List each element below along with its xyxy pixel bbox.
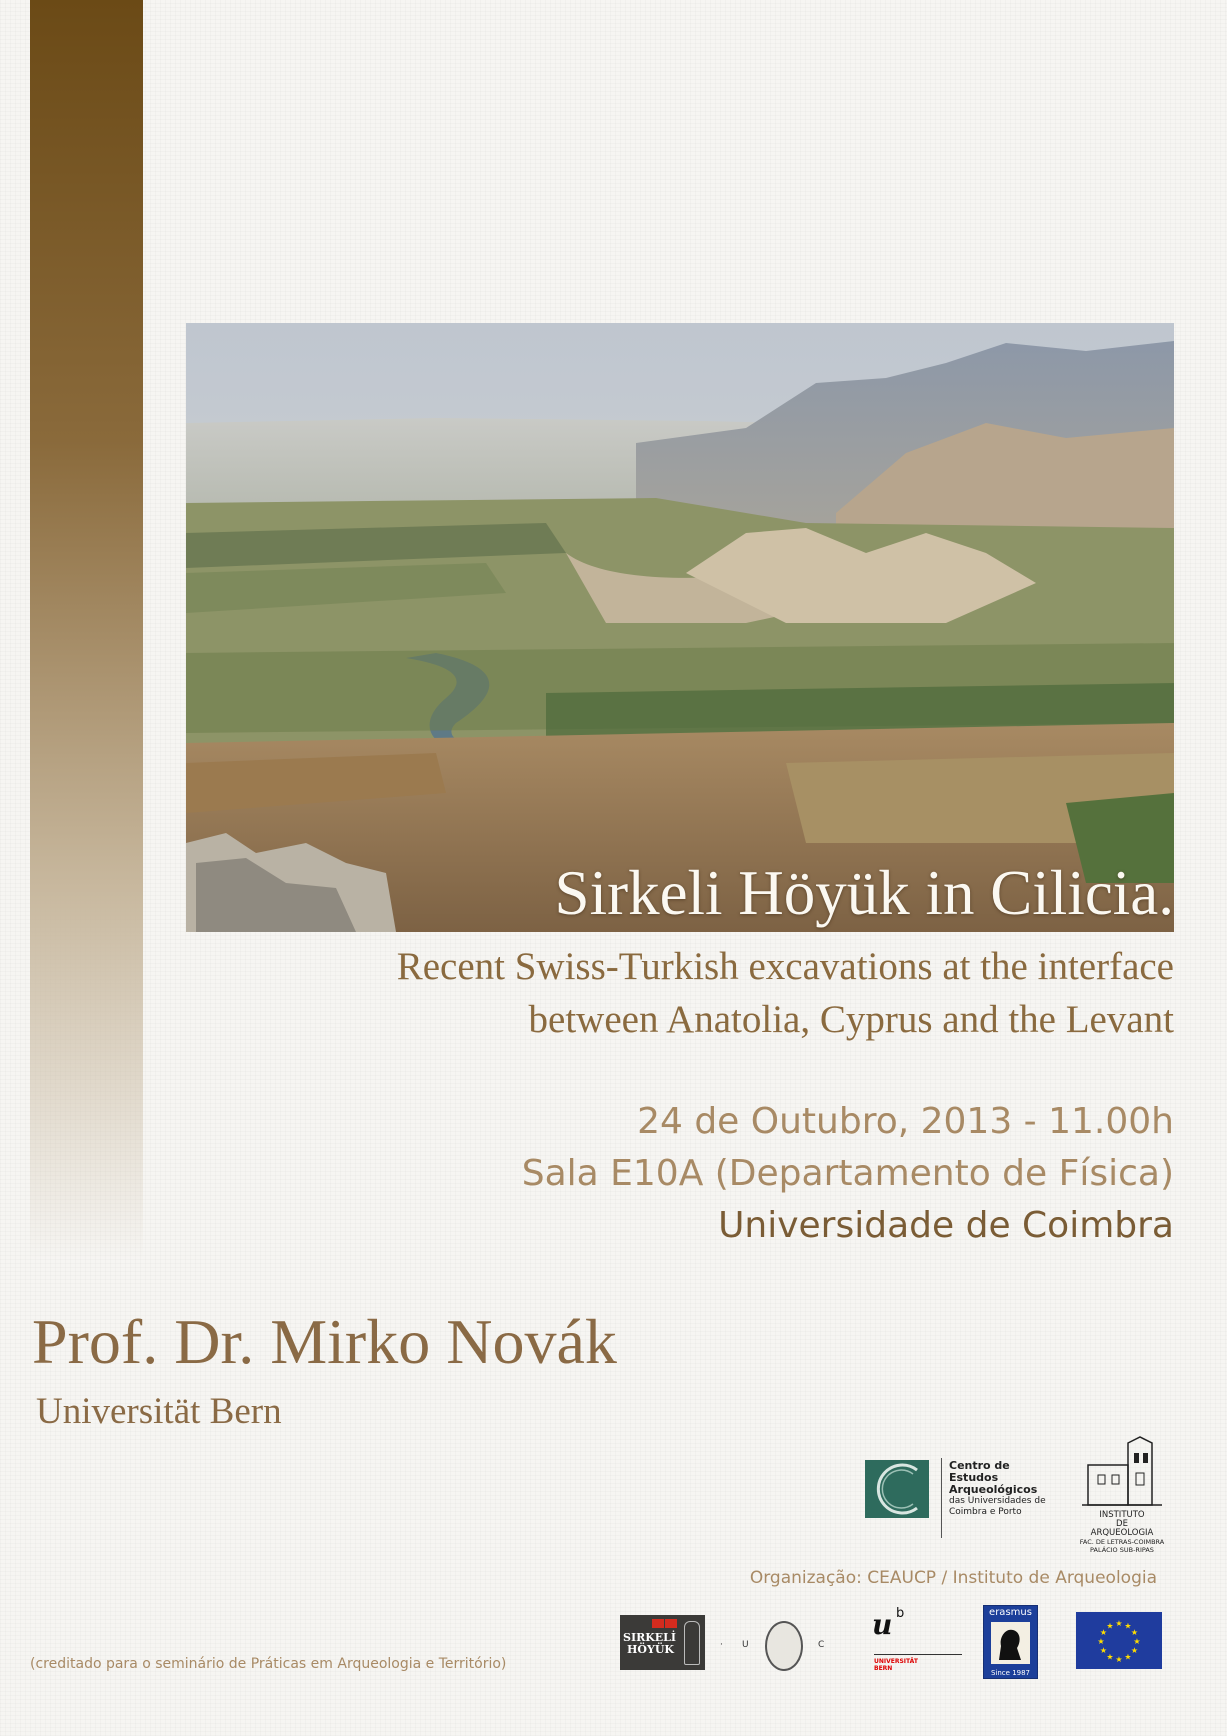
event-date: 24 de Outubro, 2013 - 11.00h (637, 1101, 1174, 1142)
ceaucp-line-4: das Universidades de (949, 1496, 1046, 1506)
ceaucp-line-2: Estudos (949, 1471, 999, 1484)
instituto-line-2: DE (1116, 1519, 1128, 1529)
event-details (274, 1096, 1174, 1252)
svg-text:★: ★ (1097, 1637, 1105, 1646)
instituto-line-5: PALÁCIO SUB-RIPAS (1090, 1546, 1154, 1554)
sirkeli-logo-word-2: HÖYÜK (627, 1643, 674, 1656)
svg-text:★: ★ (1130, 1646, 1139, 1655)
ceaucp-mark-icon (865, 1460, 929, 1518)
svg-text:★: ★ (1099, 1628, 1108, 1637)
instituto-arqueologia-logo (1078, 1435, 1166, 1554)
relief-figure-icon (684, 1621, 700, 1665)
universitat-bern-logo (872, 1608, 967, 1673)
erasmus-portrait-icon (991, 1622, 1030, 1664)
uc-seal-icon (765, 1621, 803, 1671)
svg-text:★: ★ (1124, 1652, 1132, 1662)
unibern-b-mark: b (896, 1606, 905, 1621)
sirkeli-logo-word-1: SIRKELİ (623, 1631, 677, 1644)
unibern-u-mark: u (872, 1608, 893, 1641)
unibern-rule (874, 1654, 962, 1655)
eu-flag-logo (1076, 1612, 1162, 1669)
instituto-line-3: ARQUEOLOGIA (1090, 1528, 1154, 1538)
event-university: Universidade de Coimbra (718, 1205, 1174, 1246)
svg-text:★: ★ (1115, 1655, 1123, 1664)
seminar-credit-note: (creditado para o seminário de Práticas em Arqueologia e Território) (30, 1656, 507, 1672)
universidade-coimbra-logo: · U C (718, 1618, 828, 1668)
erasmus-logo (983, 1605, 1038, 1679)
instituto-line-4: FAC. DE LETRAS-COIMBRA (1079, 1538, 1165, 1546)
instituto-line-1: INSTITUTO (1099, 1510, 1145, 1520)
event-subtitle (174, 940, 1174, 1046)
uc-letter-c: C (818, 1640, 825, 1650)
subtitle-line-2: between Anatolia, Cyprus and the Levant (528, 998, 1174, 1041)
erasmus-since: Since 1987 (990, 1669, 1031, 1677)
svg-text:★: ★ (1133, 1637, 1141, 1646)
decorative-side-bar (30, 0, 143, 1260)
ceaucp-logo (865, 1458, 1060, 1538)
svg-text:★: ★ (1099, 1646, 1108, 1655)
ceaucp-line-1: Centro de (949, 1459, 1010, 1472)
ceaucp-line-3: Arqueológicos (949, 1483, 1038, 1496)
speaker-affiliation: Universität Bern (36, 1391, 282, 1432)
svg-text:★: ★ (1115, 1619, 1123, 1628)
svg-text:★: ★ (1106, 1652, 1114, 1662)
sirkeli-hoyuk-logo (620, 1615, 705, 1670)
palace-building-icon (1078, 1435, 1166, 1507)
ceaucp-divider (941, 1458, 942, 1538)
ceaucp-text (949, 1460, 1046, 1518)
unibern-text: UNIVERSITÄT BERN (874, 1658, 918, 1672)
erasmus-label: erasmus (989, 1607, 1032, 1618)
svg-text:★: ★ (1130, 1628, 1139, 1637)
subtitle-line-1: Recent Swiss-Turkish excavations at the interface (396, 945, 1174, 988)
eu-flag-icon (1076, 1612, 1162, 1669)
swiss-turkish-flags-icon (652, 1619, 678, 1628)
organizer-credit: Organização: CEAUCP / Instituto de Arqueologia (749, 1568, 1157, 1588)
ceaucp-line-5: Coimbra e Porto (949, 1507, 1022, 1517)
event-title: Sirkeli Höyük in Cilicia. (554, 858, 1174, 928)
svg-text:★: ★ (1106, 1621, 1114, 1631)
svg-text:★: ★ (1124, 1621, 1132, 1631)
uc-letter-u: U (742, 1640, 749, 1650)
landscape-photo (186, 323, 1174, 932)
event-venue: Sala E10A (Departamento de Física) (521, 1153, 1174, 1194)
speaker-name: Prof. Dr. Mirko Novák (32, 1306, 617, 1377)
